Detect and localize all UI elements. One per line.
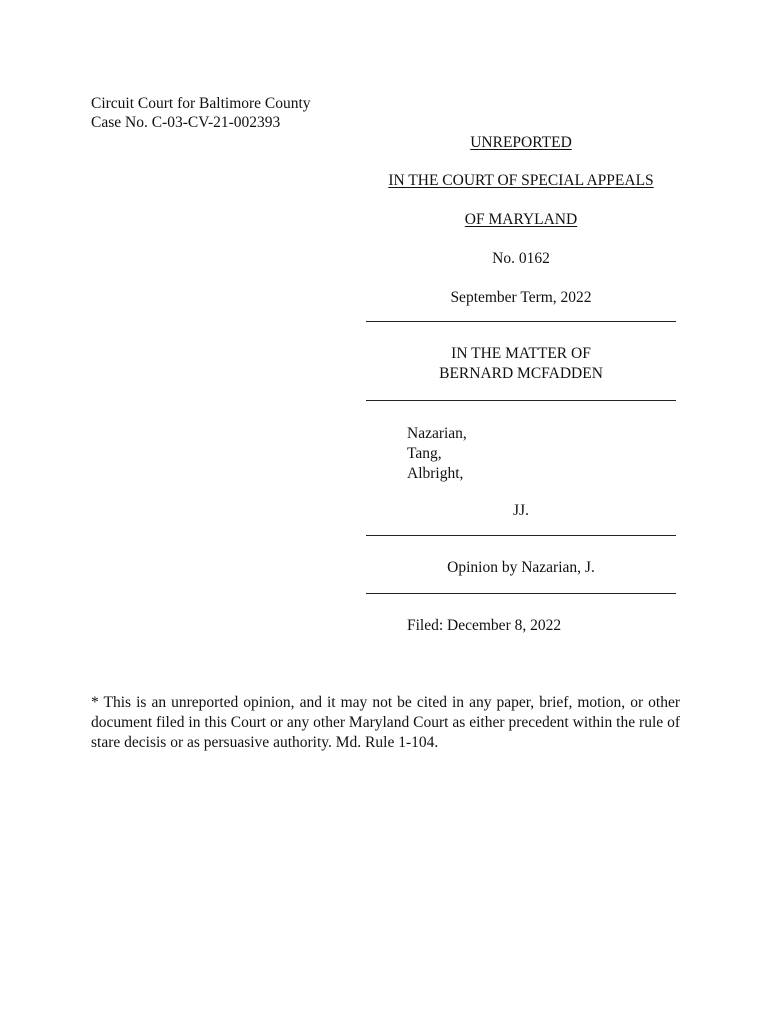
- case-number-line: Case No. C-03-CV-21-002393: [91, 114, 281, 131]
- judge-name: Albright,: [407, 465, 464, 482]
- divider-4: [366, 593, 676, 594]
- matter-line-2: BERNARD MCFADDEN: [439, 365, 603, 382]
- unreported-footnote: * This is an unreported opinion, and it may not be cited in any paper, brief, motion, or other document filed in this Court or any other Maryland Court as either precedent within the rule of stare decisis or as persuasive authority. Md. Rule 1-104.: [91, 694, 680, 751]
- filed-date: Filed: December 8, 2022: [407, 617, 562, 634]
- docket-number: No. 0162: [492, 250, 550, 267]
- court-info-block: [91, 94, 311, 132]
- judges-designation: JJ.: [513, 502, 529, 519]
- judge-name: Tang,: [407, 445, 442, 462]
- divider-2: [366, 400, 676, 401]
- divider-1: [366, 321, 676, 322]
- judges-panel: [407, 424, 467, 484]
- divider-3: [366, 535, 676, 536]
- court-name-line-1: IN THE COURT OF SPECIAL APPEALS: [388, 172, 654, 189]
- court-name-line-2: OF MARYLAND: [464, 211, 578, 228]
- circuit-court-line: Circuit Court for Baltimore County: [91, 95, 311, 112]
- matter-line-1: IN THE MATTER OF: [451, 345, 591, 362]
- judge-name: Nazarian,: [407, 425, 467, 442]
- unreported-heading: UNREPORTED: [470, 134, 572, 151]
- term-line: September Term, 2022: [450, 289, 592, 306]
- opinion-author: Opinion by Nazarian, J.: [447, 559, 595, 576]
